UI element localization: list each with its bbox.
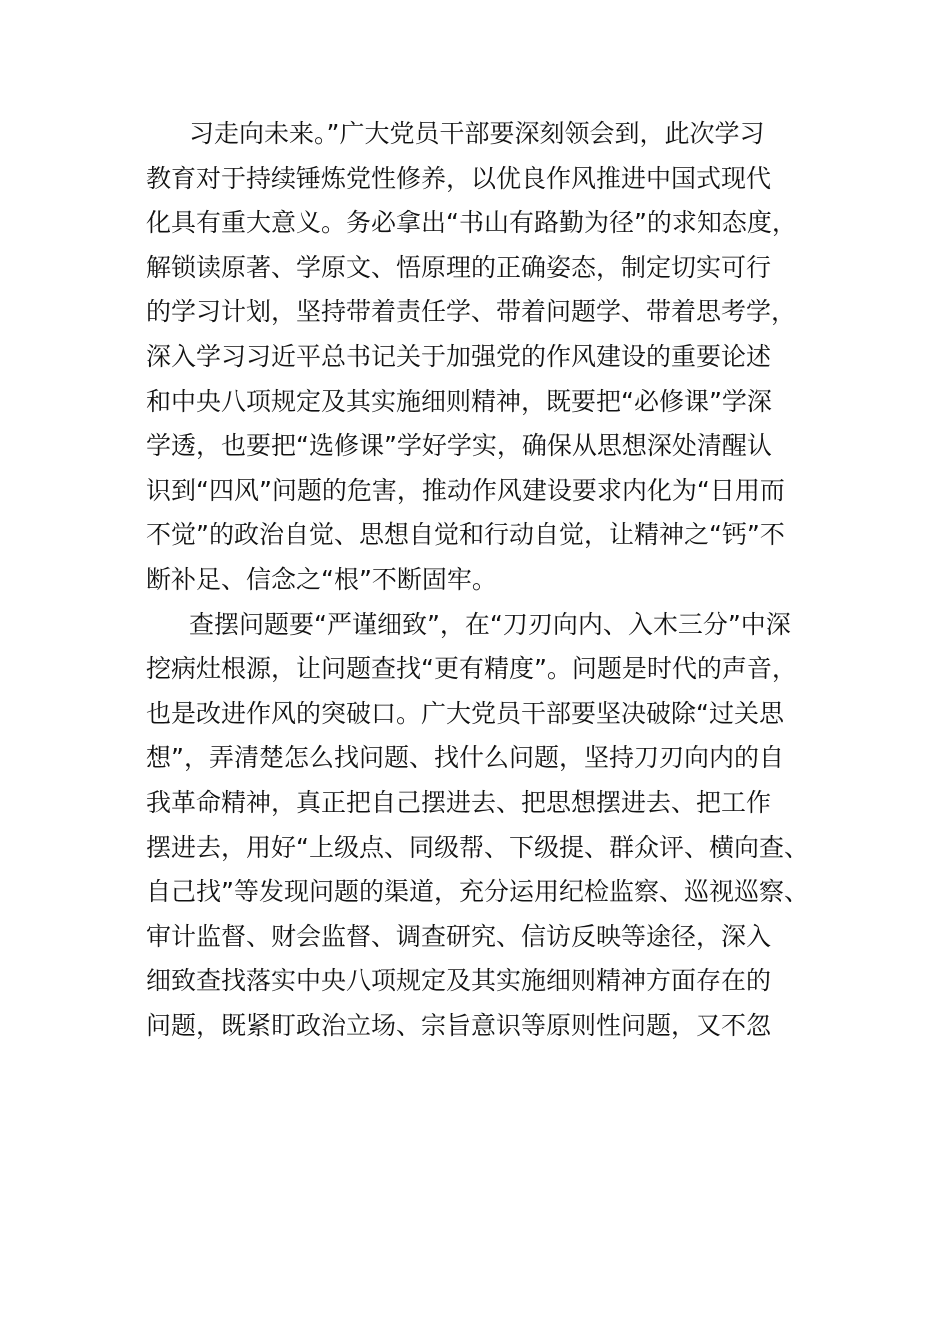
paragraph-line: 识到“四风”问题的危害，推动作风建设要求内化为“日用而 (146, 475, 785, 505)
paragraph-line: 查摆问题要“严谨细致”，在“刀刃向内、入木三分”中深 (189, 609, 791, 639)
paragraph-line: 自己找”等发现问题的渠道，充分运用纪检监察、巡视巡察、 (146, 877, 809, 907)
body-text (146, 112, 826, 1048)
paragraph-line: 解锁读原著、学原文、悟原理的正确姿态，制定切实可行 (146, 252, 772, 282)
paragraph-line: 想”，弄清楚怎么找问题、找什么问题，坚持刀刃向内的自 (146, 743, 784, 773)
paragraph-line: 和中央八项规定及其实施细则精神，既要把“必修课”学深 (146, 386, 772, 416)
paragraph-line: 摆进去，用好“上级点、同级帮、下级提、群众评、横向查、 (146, 832, 809, 862)
paragraph-line: 习走向未来。”广大党员干部要深刻领会到，此次学习 (189, 119, 765, 148)
paragraph-line: 断补足、信念之“根”不断固牢。 (146, 564, 497, 594)
paragraph-line: 化具有重大意义。务必拿出“书山有路勤为径”的求知态度， (146, 208, 797, 238)
paragraph-line: 挖病灶根源，让问题查找“更有精度”。问题是时代的声音， (146, 654, 797, 684)
paragraph-line: 不觉”的政治自觉、思想自觉和行动自觉，让精神之“钙”不 (146, 520, 785, 550)
paragraph-line: 的学习计划，坚持带着责任学、带着问题学、带着思考学， (146, 297, 797, 327)
paragraph-line: 也是改进作风的突破口。广大党员干部要坚决破除“过关思 (146, 698, 784, 728)
paragraph-line: 问题，既紧盯政治立场、宗旨意识等原则性问题，又不忽 (146, 1010, 772, 1040)
paragraph-2 (146, 603, 826, 1049)
paragraph-line: 学透，也要把“选修课”学好学实，确保从思想深处清醒认 (146, 431, 772, 461)
paragraph-line: 细致查找落实中央八项规定及其实施细则精神方面存在的 (146, 966, 772, 996)
paragraph-line: 审计监督、财会监督、调查研究、信访反映等途径，深入 (146, 921, 772, 951)
paragraph-line: 教育对于持续锤炼党性修养，以优良作风推进中国式现代 (146, 163, 772, 193)
paragraph-line: 我革命精神，真正把自己摆进去、把思想摆进去、把工作 (146, 787, 772, 817)
paragraph-line: 深入学习习近平总书记关于加强党的作风建设的重要论述 (146, 341, 772, 371)
paragraph-1 (146, 112, 826, 603)
